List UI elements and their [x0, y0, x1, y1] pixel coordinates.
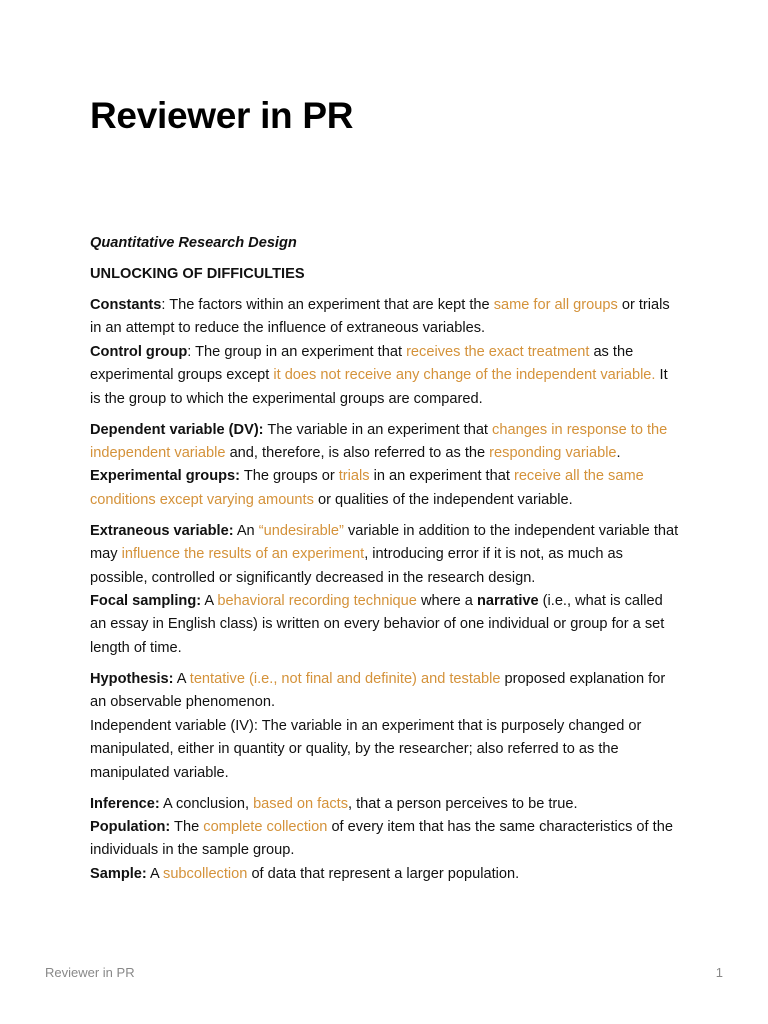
body-text: A [173, 670, 190, 687]
term-label: Extraneous variable: [90, 522, 234, 539]
term-label: Inference: [90, 795, 160, 812]
highlighted-text: changes in response to the independent variable [90, 421, 668, 462]
body-text: It is the group to which the experimental groups are compared. [90, 367, 668, 407]
highlighted-text: it does not receive any change of the independent variable. [273, 367, 656, 384]
term-label: Dependent variable (DV): [90, 421, 264, 438]
section-subtitle: Quantitative Research Design [90, 235, 297, 251]
footer-title: Reviewer in PR [45, 965, 135, 980]
document-title: Reviewer in PR [90, 95, 354, 136]
body-text: The groups or [240, 468, 339, 485]
term-label: Experimental groups: [90, 468, 241, 485]
highlighted-text: trials [338, 468, 370, 485]
paragraph-inference [90, 793, 680, 887]
body-text: variable in addition to the independent variable that [343, 522, 679, 539]
body-text: where a [416, 593, 477, 610]
body-text: or qualities of the independent variable. [313, 491, 573, 508]
term-label: narrative [476, 593, 539, 610]
body-text: , that a person perceives to be true. [348, 795, 578, 812]
body-text: : The factors within an experiment that are kept the [161, 297, 494, 313]
body-text: , introducing error if it is not, as much as possible, controlled or significantly decreased in the research design. [90, 546, 623, 586]
body-text: as the experimental groups except [90, 343, 634, 384]
term-label: Focal sampling: [90, 593, 202, 610]
highlighted-text: receive all the same conditions except varying amounts [90, 468, 644, 508]
paragraph-hypothesis [90, 668, 680, 785]
body-text: proposed explanation for an observable phenomenon. [90, 670, 666, 711]
body-text: : The group in an experiment that [187, 343, 407, 360]
body-text: A conclusion, [159, 795, 254, 812]
highlighted-text: “undesirable” [258, 522, 344, 539]
body-text: A [201, 593, 218, 610]
term-label: Sample: [90, 865, 147, 882]
body-text: of every item that has the same characteristics of the individuals in the sample group. [90, 818, 673, 859]
highlighted-text: influence the results of an experiment [121, 546, 365, 563]
term-label: Control group [90, 343, 188, 360]
page-number: 1 [715, 965, 723, 980]
body-text: or trials in an attempt to reduce the influence of extraneous variables. [90, 297, 670, 337]
paragraph-dependent-variable [90, 419, 680, 513]
body-text: in an experiment that [369, 468, 514, 485]
body-text: and, therefore, is also referred to as the [225, 445, 490, 462]
document-body [90, 232, 680, 886]
highlighted-text: tentative (i.e., not final and definite) and testable [189, 670, 501, 687]
body-text: may [90, 546, 122, 563]
highlighted-text: behavioral recording technique [217, 593, 417, 610]
body-text: The variable in an experiment that [263, 421, 493, 438]
paragraph-extraneous-variable [90, 520, 680, 660]
body-text: of data that represent a larger population. [247, 865, 520, 882]
term-label: Population: [90, 818, 171, 835]
highlighted-text: based on facts [253, 795, 348, 812]
term-label: Constants [90, 297, 162, 313]
highlighted-text: subcollection [163, 865, 248, 882]
body-text: An [233, 522, 259, 539]
body-text: Independent variable (IV): The variable in an experiment that is purposely changed or manipulated, either in quantity or quality, by the researcher; also referred to as the manipulated variable. [90, 717, 642, 781]
body-text: A [146, 865, 164, 882]
body-text: (i.e., what is called an essay in English class) is written on every behavior of one individual or group for a set length of time. [90, 593, 665, 656]
highlighted-text: complete collection [203, 818, 328, 835]
body-text: . [616, 445, 621, 462]
paragraph-constants [90, 294, 680, 411]
highlighted-text: receives the exact treatment [406, 343, 590, 360]
highlighted-text: same for all groups [493, 297, 618, 313]
body-text: The [170, 818, 204, 835]
section-heading: UNLOCKING OF DIFFICULTIES [90, 266, 305, 282]
term-label: Hypothesis: [90, 670, 174, 687]
highlighted-text: responding variable [489, 445, 617, 462]
